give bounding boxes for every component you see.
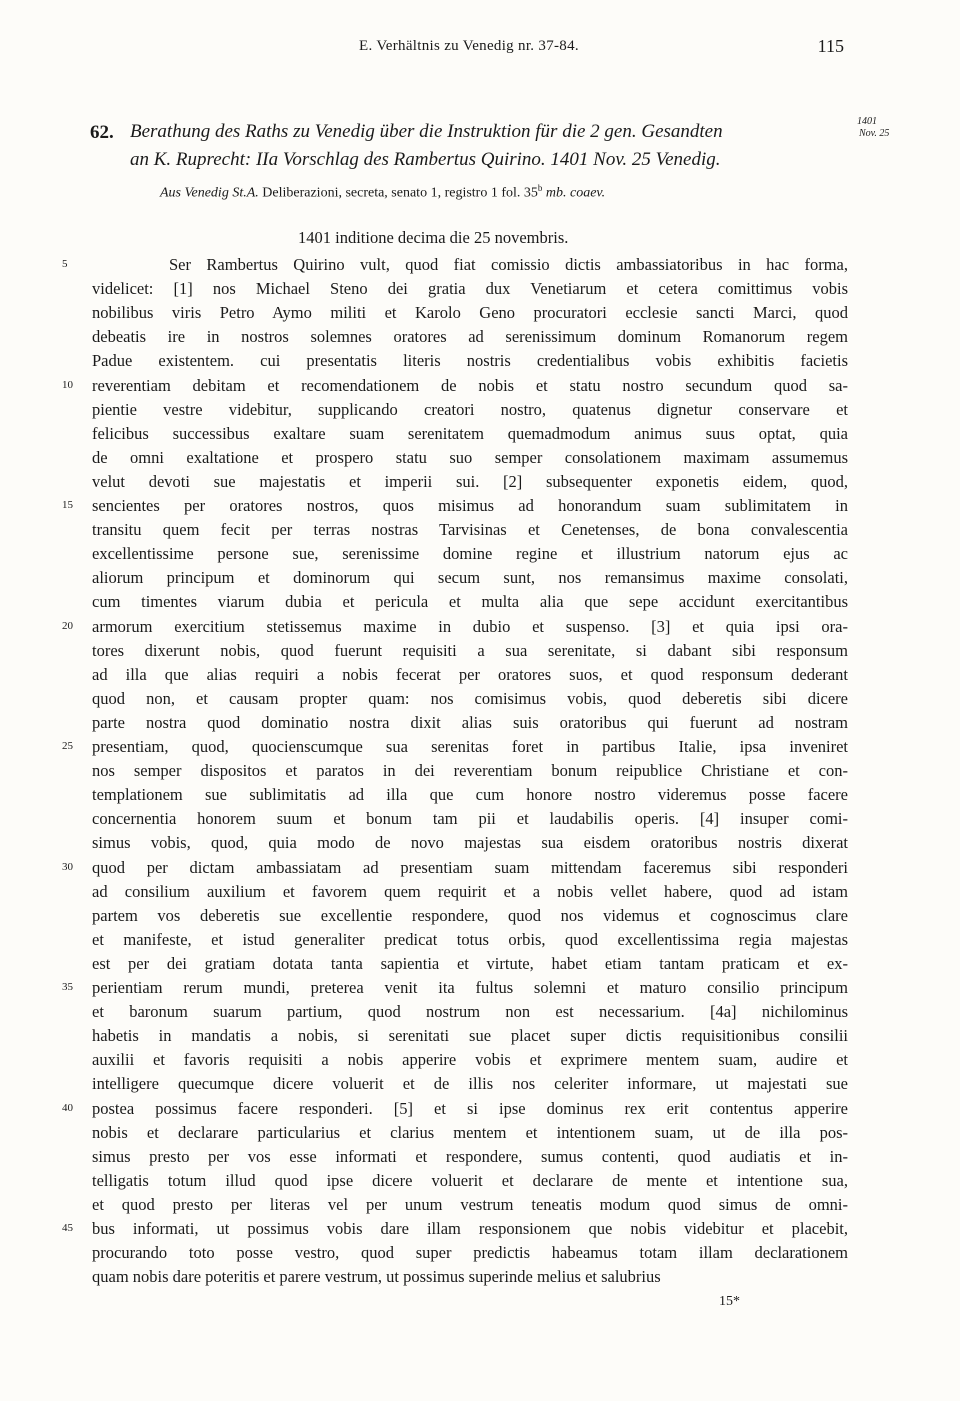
text-line: concernentia honorem suum et bonum tam pii et laudabilis operis. [4] insuper comi-: [92, 809, 848, 829]
text-line: simus vobis, quod, quia modo de novo majestas sua eisdem oratoribus nostris dixerat: [92, 833, 848, 853]
text-line: bus informati, ut possimus vobis dare illam responsionem que nobis videbitur et placebit,: [92, 1219, 848, 1238]
text-line: est per dei gratiam dotata tanta sapientia et virtute, habet etiam tantam praticam et ex-: [92, 953, 848, 973]
source-reference: Deliberazioni, secreta, senato 1, registro 1 fol. 35: [258, 185, 538, 201]
text-line: Padue existentem. cui presentatis literis nostris credentialibus vobis exhibitis facietis: [92, 351, 848, 371]
text-line: habetis in mandatis a nobis, si serenitati sue placet super dictis requisitionibus consilii: [92, 1026, 848, 1046]
text-line: transitu quem fecit per terras nostras Tarvisinas et Cenetenses, de bona convalescentia: [92, 520, 848, 540]
text-line: excellentissime persone sue, serenissime domine regine et illustrium natorum ejus ac: [92, 544, 848, 564]
document-heading: [130, 118, 860, 174]
text-line: sencientes per oratores nostros, quos misimus ad honorandum suam sublimitatem in: [92, 496, 848, 515]
text-line: postea possimus facere responderi. [5] et si ipse dominus rex erit contentus apperire: [92, 1098, 848, 1118]
text-line: velut devoti sue majestatis et imperii sui. [2] subsequenter exponetis eidem, quod,: [92, 471, 848, 491]
text-line: partem vos deberetis sue excellentie respondere, quod nos videmus et cognoscimus clare: [92, 905, 848, 925]
text-line: quod per dictam ambassiatam ad presentiam suam mittendam faceremus sibi responderi: [92, 857, 848, 877]
text-line: quam nobis dare poteritis et parere vestrum, ut possimus superinde melius et salubrius: [92, 1267, 661, 1287]
line-number: 15: [62, 499, 73, 511]
source-note: [160, 183, 605, 202]
text-line: aliorum principum et dominorum qui secum sunt, nos remansimus maxime consolati,: [92, 568, 848, 588]
line-number: 35: [62, 981, 73, 993]
line-number: 5: [62, 258, 68, 270]
text-line: nobis et declarare particularius et clarius mentem et intentionem suam, ut de illa pos-: [92, 1122, 848, 1142]
document-number: 62.: [90, 122, 114, 143]
text-line: nos semper dispositos et paratos in dei reverentiam bonum reipublice Christiane et con-: [92, 761, 848, 781]
text-line: felicibus successibus exaltare suam serenitatem quemadmodum animus suus optat, quia: [92, 423, 848, 443]
line-number: 30: [62, 860, 73, 873]
text-line: nobilibus viris Petro Aymo militi et Karolo Geno procuratori ecclesie sancti Marci, quod: [92, 303, 848, 323]
text-line: telligatis totum illud quod ipse dicere voluerit et declarare de mente et intentione sua,: [92, 1170, 848, 1190]
page-header: [90, 36, 848, 60]
heading-line-1: Berathung des Raths zu Venedig über die Instruktion für die 2 gen. Gesandten: [130, 121, 723, 142]
margin-year: 1401: [857, 116, 877, 127]
text-line: et baronum suarum partium, quod nostrum non est necessarium. [4a] nichilominus: [92, 1002, 848, 1022]
text-line: perientiam rerum mundi, preterea venit ita fultus solemni et maturo consilio principum: [92, 978, 848, 997]
text-line: et quod presto per literas vel per unum vestrum teneatis modum quod simus de omni-: [92, 1194, 848, 1214]
text-line: intelligere quecumque dicere voluerit et de illis nos celeriter informare, ut majestati sue: [92, 1074, 848, 1094]
text-line: parte nostra quod dominatio nostra dixit alias suis oratoribus qui fuerunt ad nostram: [92, 712, 848, 732]
text-line: pientie vestre videbitur, supplicando creatori nostro, quatenus dignetur conservare et: [92, 399, 848, 419]
source-superscript: b: [537, 183, 543, 193]
text-line: auxilii et favoris requisiti a nobis apperire vobis et exprimere mentem suam, audire et: [92, 1050, 848, 1070]
text-line: Ser Rambertus Quirino vult, quod fiat comissio dictis ambassiatoribus in hac forma,: [92, 255, 848, 274]
source-tail: mb. coaev.: [542, 185, 606, 201]
line-number: 20: [62, 619, 73, 632]
text-line: videlicet: [1] nos Michael Steno dei gratia dux Venetiarum et cetera comittimus vobis: [92, 279, 848, 299]
line-number: 25: [62, 740, 73, 752]
running-title: E. Verhältnis zu Venedig nr. 37-84.: [359, 38, 579, 54]
text-line: procurando toto posse vestro, quod super predictis habeamus totam illam declarationem: [92, 1243, 848, 1263]
line-number: 40: [62, 1101, 73, 1114]
text-line: de omni exaltatione et prospero statu suo semper consolationem maximam assumemus: [92, 447, 848, 467]
source-archive: Aus Venedig St.A.: [160, 185, 259, 201]
text-line: quod non, et causam propter quam: nos comisimus vobis, quod deberetis sibi dicere: [92, 688, 848, 708]
text-line: cum timentes viarum dubia et pericula et multa alia que sepe accidunt exercitantibus: [92, 592, 848, 612]
margin-day: Nov. 25: [859, 128, 890, 139]
text-line: ad illa que alias requiri a nobis fecerat per oratores suos, et quod responsum dederant: [92, 664, 848, 684]
text-line: debeatis ire in nostros solemnes oratores ad serenissimum dominum Romanorum regem: [92, 327, 848, 347]
signature-mark: 15*: [719, 1294, 740, 1309]
text-line: templationem sue sublimitatis ad illa que cum honore nostro videremus posse facere: [92, 785, 848, 805]
text-line: reverentiam debitam et recomendationem de nobis et statu nostro secundum quod sa-: [92, 375, 848, 395]
text-line: presentiam, quod, quocienscumque sua serenitas foret in partibus Italie, ipsa inveniret: [92, 737, 848, 756]
line-number: 45: [62, 1222, 73, 1234]
page-number: 115: [817, 36, 844, 56]
text-line: et manifeste, et istud generaliter predicat totus orbis, quod excellentissima regia majestas: [92, 929, 848, 949]
text-line: armorum exercitium stetissemus maxime in dubio et suspenso. [3] et quia ipsi ora-: [92, 616, 848, 636]
text-line: ad consilium auxilium et favorem quem requirit et a nobis vellet habere, quod ad istam: [92, 881, 848, 901]
dateline: 1401 inditione decima die 25 novembris.: [298, 228, 569, 247]
text-line: tores dixerunt nobis, quod fuerunt requisiti a sua serenitate, si dabant sibi responsum: [92, 640, 848, 660]
margin-date: [857, 116, 909, 140]
heading-line-2: an K. Ruprecht: IIa Vorschlag des Rambertus Quirino. 1401 Nov. 25 Venedig.: [130, 149, 721, 170]
text-line: simus presto per vos esse informati et respondere, sumus contenti, quod audiatis et in-: [92, 1146, 848, 1166]
line-number: 10: [62, 378, 73, 391]
